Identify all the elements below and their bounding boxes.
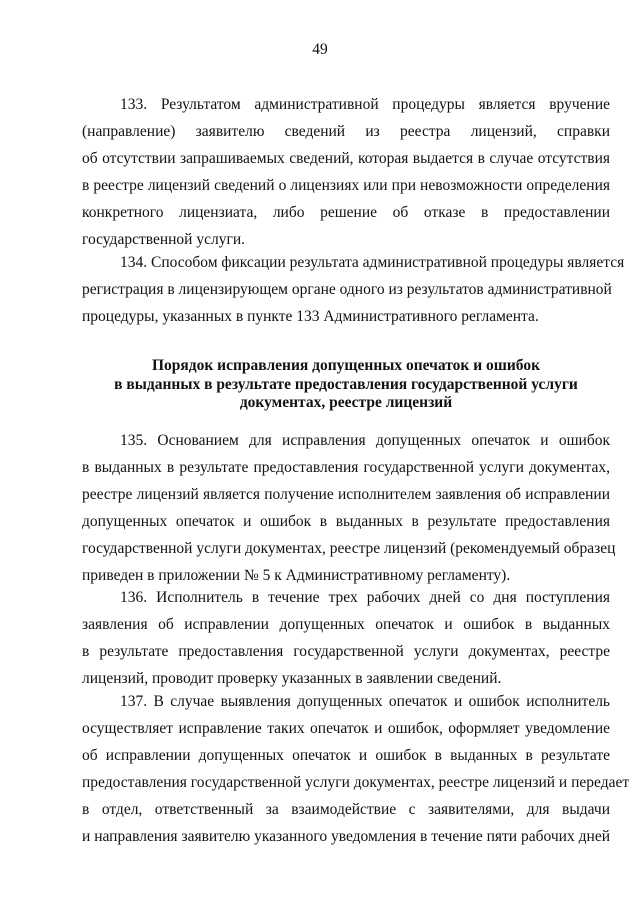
text-line: об отсутствии запрашиваемых сведений, которая выдается в случае отсутствия bbox=[82, 150, 610, 167]
text-line: процедуры, указанных в пункте 133 Административного регламента. bbox=[82, 308, 539, 325]
text-line: регистрация в лицензирующем органе одного из результатов административной bbox=[82, 281, 612, 298]
text-line: лицензий, проводит проверку указанных в заявлении сведений. bbox=[82, 670, 502, 687]
text-line: предоставления государственной услуги документах, реестре лицензий и передает bbox=[82, 774, 630, 791]
paragraph-134 bbox=[82, 249, 625, 330]
text-line: 137. В случае выявления допущенных опечаток и ошибок исполнитель bbox=[120, 693, 610, 710]
text-line: 135. Основанием для исправления допущенных опечаток и ошибок bbox=[120, 432, 610, 449]
paragraph-137 bbox=[82, 688, 630, 850]
text-line: в выданных в результате предоставления государственной услуги документах, bbox=[82, 459, 610, 476]
heading-line: документах, реестре лицензий bbox=[239, 394, 453, 411]
paragraph-133 bbox=[82, 91, 610, 253]
heading-line: Порядок исправления допущенных опечаток и ошибок bbox=[151, 357, 541, 374]
text-line: допущенных опечаток и ошибок в выданных в результате предоставления bbox=[82, 513, 610, 530]
text-line: в результате предоставления государственной услуги документах, реестре bbox=[82, 643, 610, 660]
text-line: конкретного лицензиата, либо решение об отказе в предоставлении bbox=[82, 204, 610, 221]
section-heading bbox=[82, 357, 610, 413]
text-line: заявления об исправлении допущенных опечаток и ошибок в выданных bbox=[82, 616, 610, 633]
text-line: 136. Исполнитель в течение трех рабочих дней со дня поступления bbox=[120, 589, 610, 606]
text-line: 134. Способом фиксации результата административной процедуры является bbox=[120, 254, 625, 271]
text-line: (направление) заявителю сведений из реестра лицензий, справки bbox=[82, 123, 610, 140]
text-line: осуществляет исправление таких опечаток и ошибок, оформляет уведомление bbox=[82, 720, 610, 737]
text-line: реестре лицензий является получение исполнителем заявления об исправлении bbox=[82, 486, 610, 503]
text-line: 133. Результатом административной процедуры является вручение bbox=[120, 96, 610, 113]
text-line: в отдел, ответственный за взаимодействие с заявителями, для выдачи bbox=[82, 801, 610, 818]
text-line: об исправлении допущенных опечаток и ошибок в выданных в результате bbox=[82, 747, 610, 764]
paragraph-135 bbox=[82, 427, 616, 589]
text-line: и направления заявителю указанного уведомления в течение пяти рабочих дней bbox=[82, 828, 610, 845]
heading-line: в выданных в результате предоставления государственной услуги bbox=[114, 375, 578, 393]
paragraph-136 bbox=[82, 584, 610, 692]
page-number: 49 bbox=[312, 41, 328, 58]
text-line: государственной услуги документах, реестре лицензий (рекомендуемый образец bbox=[82, 540, 616, 557]
text-line: приведен в приложении № 5 к Административному регламенту). bbox=[82, 567, 511, 584]
text-line: государственной услуги. bbox=[82, 231, 245, 248]
text-line: в реестре лицензий сведений о лицензиях или при невозможности определения bbox=[82, 177, 610, 194]
